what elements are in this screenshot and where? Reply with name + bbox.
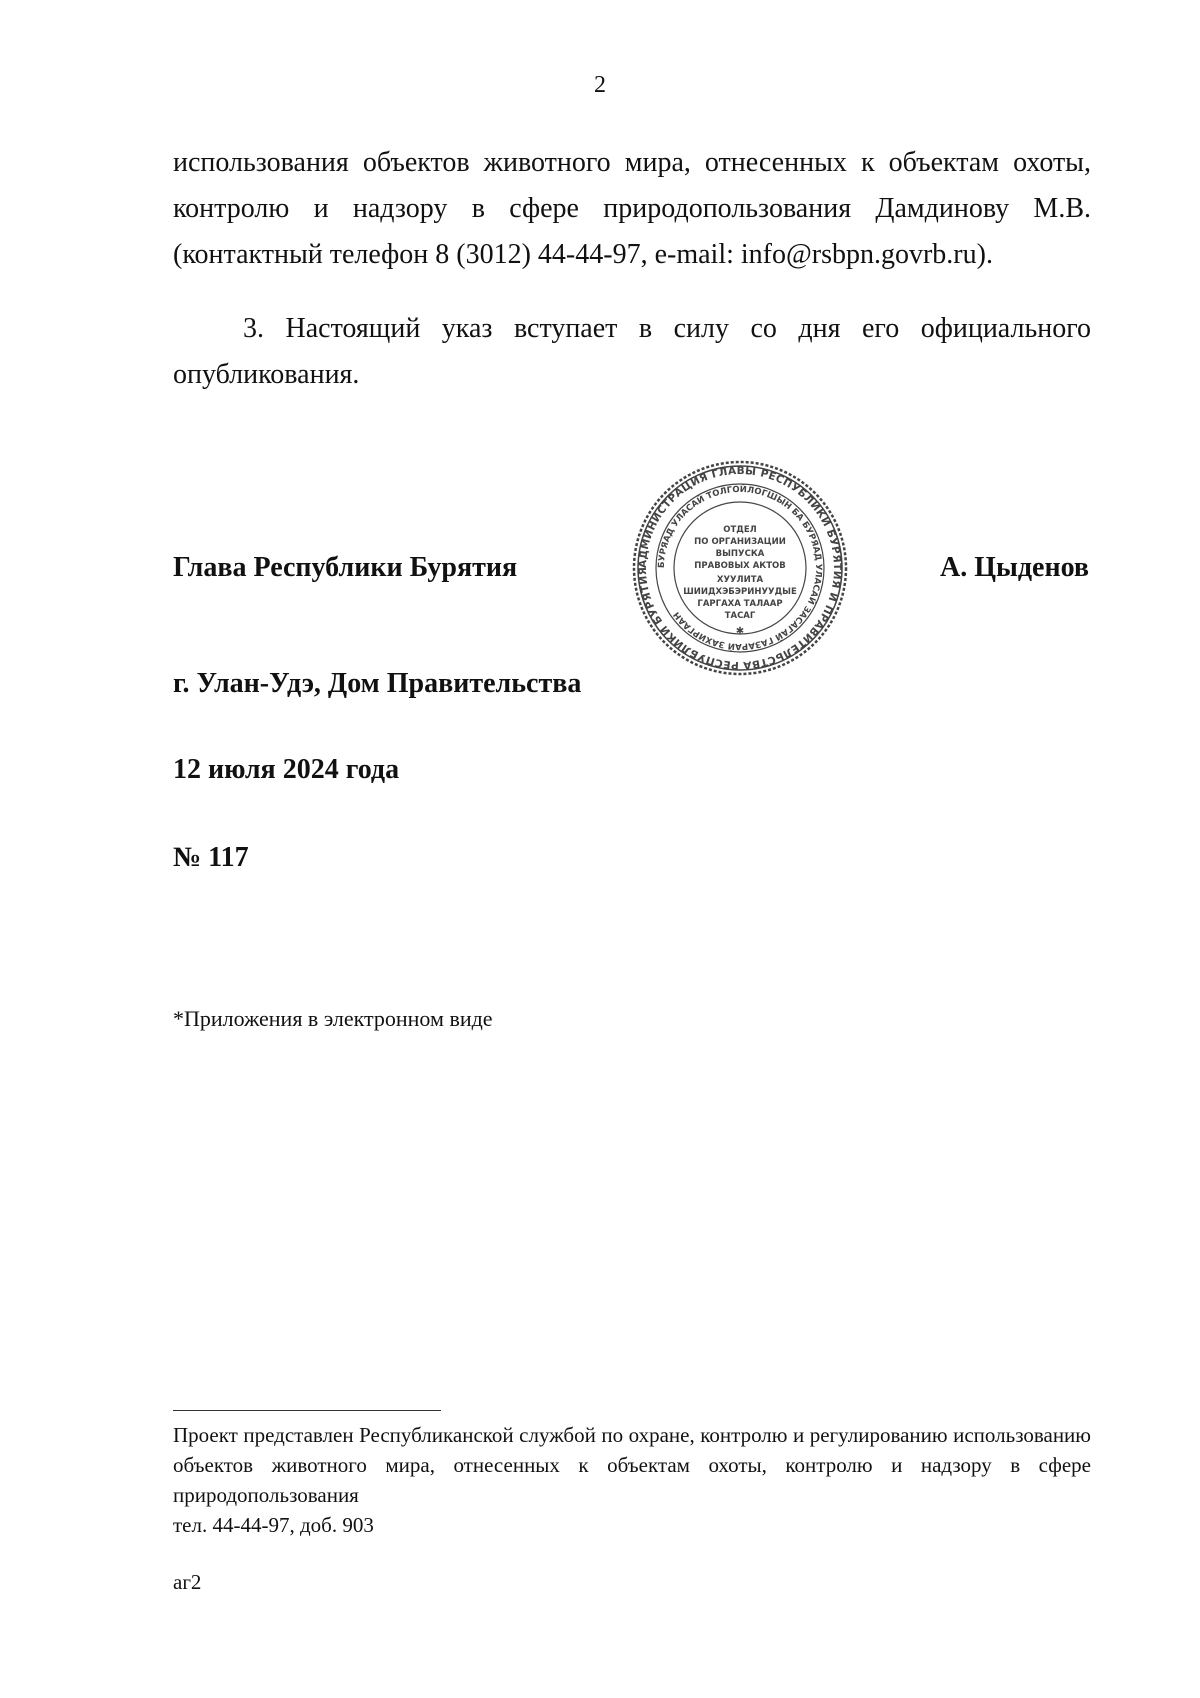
- seal-center-line: ПО ОРГАНИЗАЦИИ: [694, 537, 786, 547]
- seal-center-line: ОТДЕЛ: [723, 525, 757, 535]
- signing-date: 12 июля 2024 года: [173, 754, 400, 785]
- seal-center-line: ТАСАГ: [724, 611, 756, 621]
- attachment-note: *Приложения в электронном виде: [173, 1006, 493, 1031]
- seal-center-line: ГАРГАХА ТАЛААР: [697, 599, 783, 609]
- page-number: 2: [594, 72, 606, 98]
- seal-center-line: ШИИДХЭБЭРИНУУДЫЕ: [683, 587, 797, 597]
- seal-star-icon: ✱: [735, 626, 745, 637]
- seal-center-line: ХУУЛИТА: [716, 575, 764, 585]
- executor-initials: аг2: [173, 1570, 202, 1594]
- signatory-position: Глава Республики Бурятия: [173, 552, 518, 583]
- seal-outer-text: АДМИНИСТРАЦИЯ ГЛАВЫ РЕСПУБЛИКИ БУРЯТИЯ И ПРАВИТЕЛЬСТВА РЕСПУБЛИКИ БУРЯТИЯ: [636, 464, 844, 672]
- signatory-name: А. Цыденов: [940, 552, 1090, 583]
- seal-center-line: ВЫПУСКА: [715, 549, 765, 559]
- official-seal: [630, 458, 850, 678]
- footnote-divider: [173, 1410, 441, 1411]
- footnote: [173, 1420, 1091, 1540]
- signing-place: г. Улан-Удэ, Дом Правительства: [173, 668, 582, 699]
- seal-inner-text: БУРЯАД УЛАСАЙ ТОЛГОЙЛОГШЫН БА БУРЯАД УЛАСАЙ ЗАСАГАЙ ГАЗАРАЙ ЗАХИРГААН: [656, 484, 824, 652]
- paragraph-entry-into-force: 3. Настоящий указ вступает в силу со дня его официального опубликования.: [173, 313, 1091, 390]
- footnote-text: Проект представлен Республиканской службой по охране, контролю и регулированию использованию объектов животного мира, отнесенных к объектам охоты, контролю и надзору в сфере природопользования: [173, 1423, 1091, 1507]
- paragraph-continuation: использования объектов животного мира, отнесенных к объектам охоты, контролю и надзору в сфере природопользования Дамдинову М.В. (контактный телефон 8 (3012) 44-44-97, e-mail: info@rsbpn.govrb.ru).: [173, 147, 1091, 270]
- seal-graphic: [630, 458, 850, 678]
- seal-center-line: ПРАВОВЫХ АКТОВ: [694, 561, 786, 571]
- footnote-phone: тел. 44-44-97, доб. 903: [173, 1513, 374, 1537]
- decree-number: № 117: [173, 842, 249, 873]
